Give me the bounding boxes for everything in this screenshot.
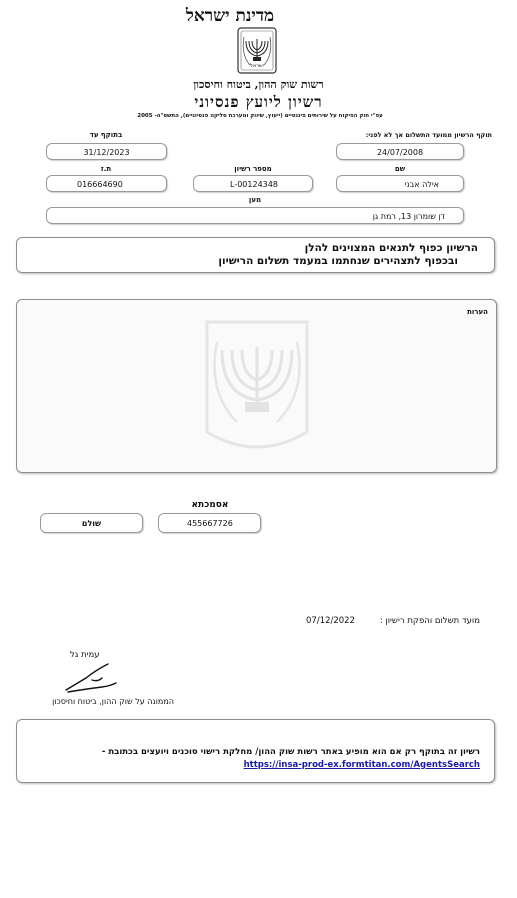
notes-label: הערות [467,308,488,316]
license-no-label: מספר רשיון [234,165,272,173]
paid-field [40,513,143,533]
conditions-line-1: הרשיון כפוף לתנאים המצוינים להלן [304,242,478,254]
state-emblem [236,27,278,75]
signature-image [62,662,122,698]
payment-date-label: מועד תשלום והפקת רישיון : [379,616,480,626]
emblem-caption: ישראל [250,63,264,69]
conditions-box [16,237,495,273]
address-value: דן שומרון 13, רמת גן [372,212,445,221]
id-field [46,175,167,192]
payment-due-label: תוקף הרשיון ממועד התשלום אך לא לפני: [365,131,492,139]
agents-search-link[interactable]: https://insa-prod-ex.formtitan.com/AgentsSearch [243,760,480,770]
license-title: רשיון ליועץ פנסיוני [194,93,323,111]
id-label: ת.ז [100,165,112,173]
id-value: 016664690 [77,180,123,189]
authority-name: רשות שוק ההון, ביטוח וחיסכון [193,78,324,91]
reference-label: אסמכתא [191,500,229,510]
validity-notice-text: רשיון זה בתוקף רק אם הוא מופיע באתר רשות שוק ההון/ מחלקת רישוי סוכנים ויועצים בכתובת - [101,747,480,757]
signatory-name: עמית גל [70,650,100,660]
watermark-emblem-icon [197,312,317,462]
conditions-line-2: ובכפוף לתצהירים שנחתמו במעמד תשלום הרישיון [218,255,458,267]
license-no-field [193,175,313,192]
reference-field [158,513,261,533]
valid-until-value: 31/12/2023 [83,148,130,157]
signatory-title: הממונה על שוק ההון, ביטוח וחיסכון [52,697,174,706]
country-title: מדינת ישראל [185,6,275,26]
address-field [46,207,464,224]
law-reference: עפ"י חוק הפיקוח על שירותים פיננסיים (ייעוץ, שיווק ומערכת סליקה פנסיוניים), התשס"ה- 2005 [137,113,383,119]
valid-until-field [46,143,167,160]
address-label: מען [248,196,262,204]
name-field [336,175,464,192]
notes-box [16,299,497,473]
valid-until-label: בתוקף עד [89,131,123,139]
paid-status: שולם [81,519,102,528]
name-label: שם [394,165,406,173]
license-no-value: L-00124348 [230,180,278,189]
validity-notice-box [16,719,495,783]
payment-date-value: 07/12/2022 [306,616,355,626]
payment-due-value: 24/07/2008 [376,148,424,157]
payment-due-field [336,143,464,160]
reference-value: 455667726 [187,519,233,528]
name-value: אילה אבני [404,180,439,189]
